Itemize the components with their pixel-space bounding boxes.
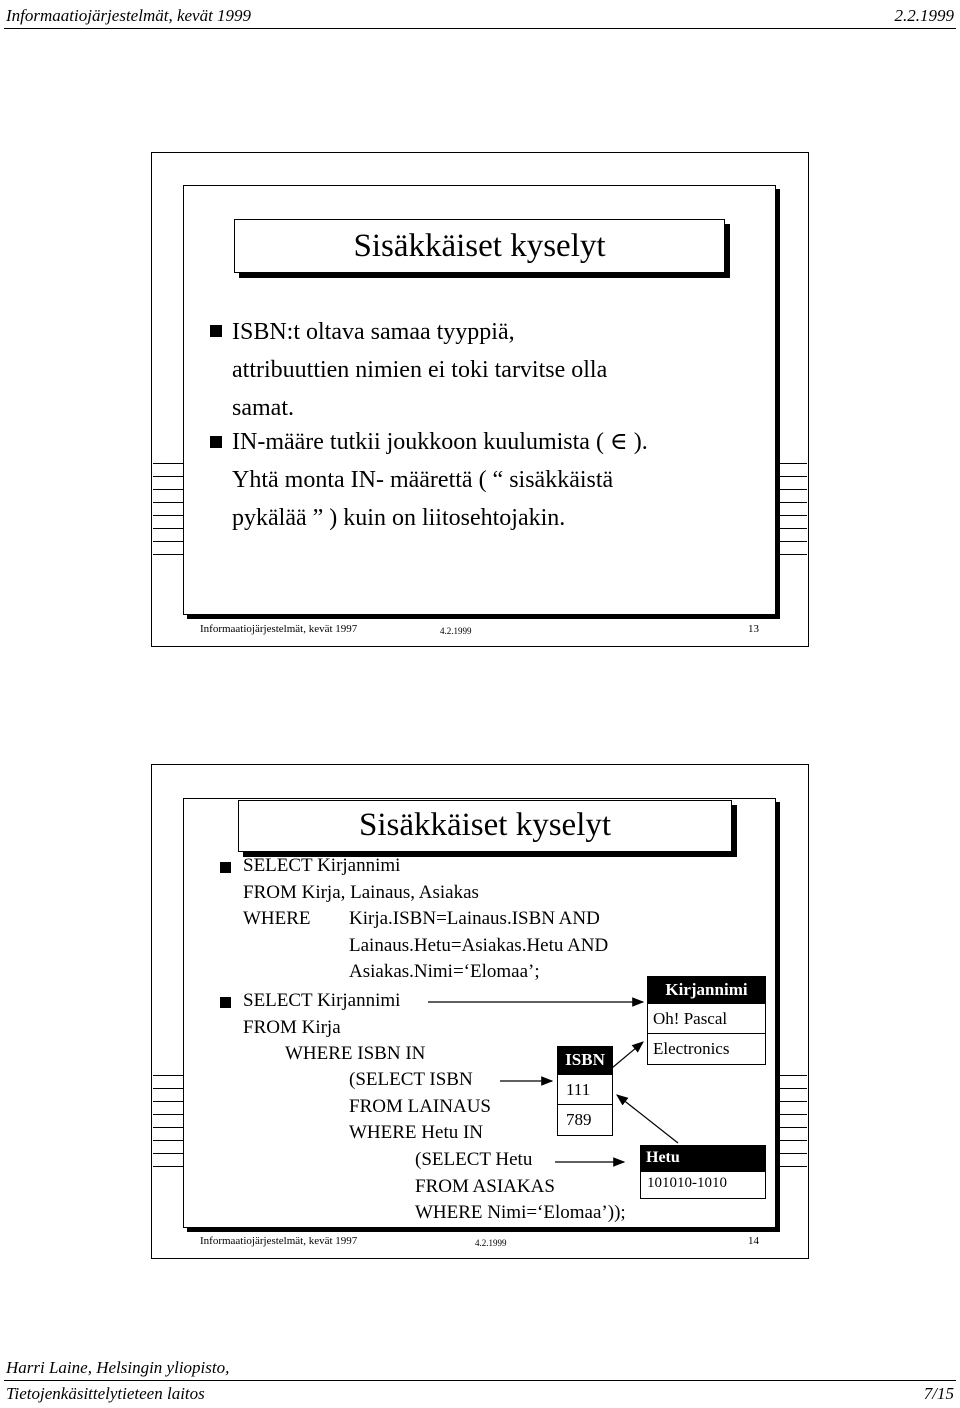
query-1-line: WHERE bbox=[243, 908, 311, 929]
side-tick bbox=[777, 1140, 807, 1141]
table-hetu-header: Hetu bbox=[640, 1145, 766, 1171]
arrow-icon bbox=[617, 1095, 678, 1143]
slide-14-footer-course: Informaatiojärjestelmät, kevät 1997 bbox=[200, 1235, 358, 1247]
query-2-line: WHERE Hetu IN bbox=[349, 1122, 484, 1143]
query-2-line: FROM ASIAKAS bbox=[415, 1175, 555, 1197]
query-2-line: WHERE ISBN IN bbox=[285, 1043, 426, 1064]
side-tick bbox=[153, 1166, 183, 1167]
side-tick bbox=[153, 1075, 183, 1076]
side-tick bbox=[777, 1088, 807, 1089]
query-2-line: (SELECT Hetu bbox=[415, 1149, 533, 1170]
bullet-1-line-1: ISBN:t oltava samaa tyyppiä, bbox=[232, 319, 515, 345]
slide-13-footer-course: Informaatiojärjestelmät, kevät 1997 bbox=[200, 623, 358, 635]
bullet-2-line-2: Yhtä monta IN- määrettä ( “ sisäkkäistä bbox=[232, 467, 614, 493]
side-tick bbox=[153, 1153, 183, 1154]
query-1-line: SELECT Kirjannimi bbox=[243, 855, 401, 876]
slide-14-title: Sisäkkäiset kyselyt bbox=[238, 800, 732, 852]
bullet-1-line-2: attribuuttien nimien ei toki tarvitse olla bbox=[232, 357, 608, 383]
bullet-1-line-3: samat. bbox=[232, 395, 294, 421]
side-tick bbox=[153, 1114, 183, 1115]
slide-13-footer-date: 4.2.1999 bbox=[440, 626, 472, 636]
query-1-line: Lainaus.Hetu=Asiakas.Hetu AND bbox=[349, 934, 609, 956]
side-tick bbox=[777, 1127, 807, 1128]
footer-rule bbox=[4, 1380, 956, 1381]
query-2-line: FROM Kirja bbox=[243, 1016, 341, 1038]
side-tick bbox=[153, 1101, 183, 1102]
table-cell-text: Oh! Pascal bbox=[653, 1009, 728, 1028]
bullet-2-line-3: pykälää ” ) kuin on liitosehtojakin. bbox=[232, 505, 566, 531]
page-header-date: 2.2.1999 bbox=[894, 6, 954, 25]
table-isbn-header: ISBN bbox=[557, 1046, 613, 1074]
footer-author: Harri Laine, Helsingin yliopisto, bbox=[6, 1358, 230, 1377]
query-2-line: (SELECT ISBN bbox=[349, 1069, 473, 1090]
page-header-title: Informaatiojärjestelmät, kevät 1999 bbox=[6, 6, 252, 25]
query-1-line: Kirja.ISBN=Lainaus.ISBN AND bbox=[349, 908, 600, 929]
query-1-line: Asiakas.Nimi=‘Elomaa’; bbox=[349, 961, 540, 982]
side-tick bbox=[777, 1153, 807, 1154]
side-tick bbox=[153, 1088, 183, 1089]
query-2-line: WHERE Nimi=‘Elomaa’)); bbox=[415, 1202, 626, 1223]
slide-14-footer-date: 4.2.1999 bbox=[475, 1238, 507, 1248]
side-tick bbox=[777, 1166, 807, 1167]
side-tick bbox=[777, 1075, 807, 1076]
footer-page-count: 7/15 bbox=[923, 1384, 954, 1403]
slide-14-page-number: 14 bbox=[748, 1235, 759, 1247]
arrow-icon bbox=[612, 1042, 643, 1068]
side-tick bbox=[153, 1127, 183, 1128]
side-tick bbox=[777, 1114, 807, 1115]
query-2-line: FROM LAINAUS bbox=[349, 1095, 491, 1117]
table-cell-text: 101010-1010 bbox=[647, 1175, 727, 1191]
table-cell-text: 789 bbox=[566, 1110, 592, 1129]
footer-department: Tietojenkäsittelytieteen laitos bbox=[6, 1384, 205, 1403]
slide-13-page-number: 13 bbox=[748, 623, 759, 635]
table-cell-text: 111 bbox=[566, 1080, 591, 1099]
table-kirjannimi-header: Kirjannimi bbox=[647, 976, 766, 1003]
side-tick bbox=[153, 1140, 183, 1141]
query-1-line: FROM Kirja, Lainaus, Asiakas bbox=[243, 881, 479, 903]
bullet-2-line-1: IN-määre tutkii joukkoon kuulumista ( ∈ ). bbox=[232, 429, 648, 455]
query-2-line: SELECT Kirjannimi bbox=[243, 990, 401, 1011]
table-cell-text: Electronics bbox=[653, 1039, 730, 1058]
side-tick bbox=[777, 1101, 807, 1102]
slide-13-title: Sisäkkäiset kyselyt bbox=[234, 219, 725, 273]
